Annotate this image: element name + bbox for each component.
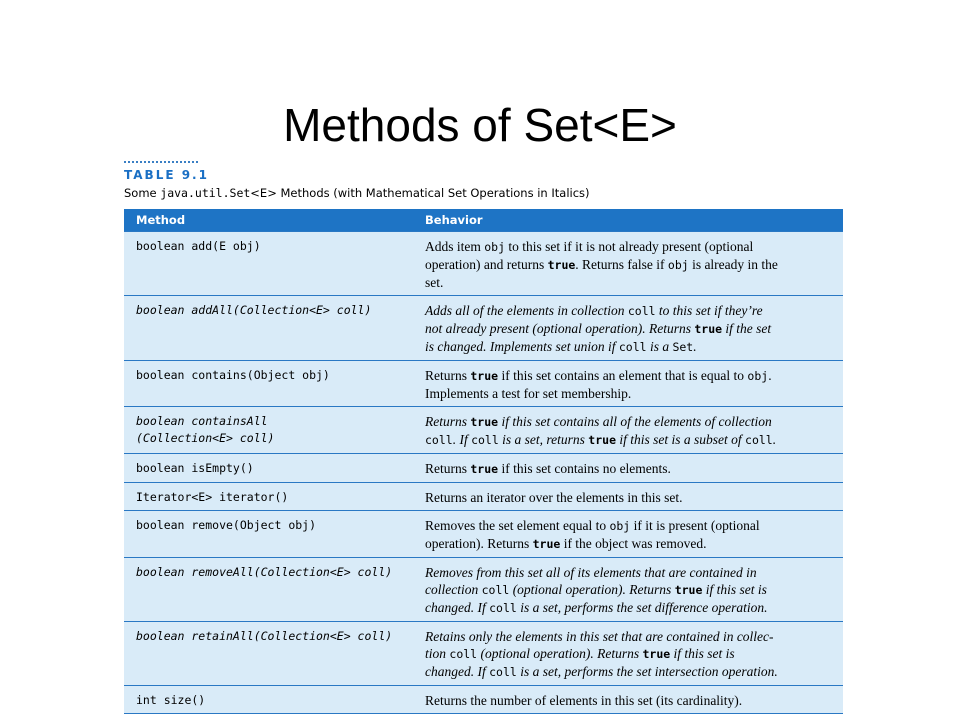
behavior-text: tion bbox=[425, 646, 450, 661]
behavior-text: to this set if they’re bbox=[655, 303, 763, 318]
method-behavior bbox=[421, 407, 843, 454]
behavior-text: if this set contains all of the elements of collection bbox=[498, 414, 772, 429]
code-term: true bbox=[588, 433, 616, 447]
behavior-text: changed. If bbox=[425, 600, 490, 615]
method-line: boolean addAll(Collection<E> coll) bbox=[136, 303, 372, 317]
method-signature bbox=[124, 622, 421, 686]
method-signature bbox=[124, 361, 421, 407]
behavior-text: Returns bbox=[425, 461, 471, 476]
behavior-text: Retains only the elements in this set that are contained in collec- bbox=[425, 629, 774, 644]
behavior-text: if it is present (optional bbox=[630, 518, 760, 533]
dotted-rule bbox=[124, 161, 198, 163]
method-signature bbox=[124, 407, 421, 454]
behavior-text: Removes from this set all of its elements that are contained in bbox=[425, 565, 757, 580]
table-row bbox=[124, 511, 843, 558]
behavior-line bbox=[425, 274, 835, 291]
behavior-line bbox=[425, 564, 835, 581]
method-signature bbox=[124, 511, 421, 558]
behavior-text: operation) and returns bbox=[425, 257, 548, 272]
behavior-line bbox=[425, 460, 835, 478]
table-row bbox=[124, 454, 843, 483]
behavior-text: is a set, returns bbox=[498, 432, 589, 447]
method-behavior bbox=[421, 232, 843, 296]
behavior-text: Adds all of the elements in collection bbox=[425, 303, 628, 318]
code-term: obj bbox=[747, 369, 769, 383]
behavior-text: . bbox=[693, 339, 697, 354]
behavior-text: to this set if it is not already present (optional bbox=[505, 239, 754, 254]
code-term: coll bbox=[449, 647, 478, 661]
behavior-text: Adds item bbox=[425, 239, 485, 254]
behavior-text: Implements a test for set membership. bbox=[425, 386, 632, 401]
method-line: boolean removeAll(Collection<E> coll) bbox=[136, 565, 393, 579]
behavior-text: if this set is a subset of bbox=[616, 432, 746, 447]
behavior-text: Removes the set element equal to bbox=[425, 518, 610, 533]
behavior-text: set. bbox=[425, 275, 444, 290]
table-body bbox=[124, 232, 843, 714]
behavior-text: is a set, performs the set intersection operation. bbox=[516, 664, 778, 679]
method-behavior bbox=[421, 454, 843, 483]
method-signature bbox=[124, 232, 421, 296]
caption-code: java.util.Set bbox=[160, 186, 251, 200]
behavior-text: if this set is bbox=[670, 646, 735, 661]
caption-suffix: <E> Methods (with Mathematical Set Operations in Italics) bbox=[250, 186, 590, 200]
table-row bbox=[124, 296, 843, 361]
behavior-line bbox=[425, 431, 835, 449]
behavior-text: (optional operation). Returns bbox=[509, 582, 675, 597]
code-term: coll bbox=[745, 433, 773, 447]
behavior-line bbox=[425, 302, 835, 320]
behavior-text: . bbox=[768, 368, 772, 383]
table-row bbox=[124, 686, 843, 714]
behavior-text: operation). Returns bbox=[425, 536, 533, 551]
caption-prefix: Some bbox=[124, 186, 161, 200]
method-line: Iterator<E> iterator() bbox=[136, 490, 289, 504]
method-behavior bbox=[421, 296, 843, 361]
behavior-text: not already present (optional operation). Returns bbox=[425, 321, 695, 336]
code-term: true bbox=[470, 415, 499, 429]
method-signature bbox=[124, 558, 421, 622]
method-behavior bbox=[421, 483, 843, 511]
behavior-text: Returns bbox=[425, 368, 471, 383]
table-row bbox=[124, 558, 843, 622]
behavior-line bbox=[425, 489, 835, 506]
method-line: boolean remove(Object obj) bbox=[136, 518, 317, 532]
page-title: Methods of Set<E> bbox=[283, 99, 677, 151]
behavior-line bbox=[425, 338, 835, 356]
code-term: coll bbox=[471, 433, 499, 447]
behavior-text: collection bbox=[425, 582, 482, 597]
code-term: coll bbox=[627, 304, 656, 318]
table-row bbox=[124, 361, 843, 407]
method-line: boolean isEmpty() bbox=[136, 461, 254, 475]
behavior-text: is a set, performs the set difference operation. bbox=[516, 600, 768, 615]
behavior-text: . If bbox=[452, 432, 472, 447]
code-term: true bbox=[470, 369, 499, 383]
table-row bbox=[124, 232, 843, 296]
method-behavior bbox=[421, 511, 843, 558]
behavior-line bbox=[425, 645, 835, 663]
code-term: obj bbox=[609, 519, 631, 533]
method-behavior bbox=[421, 686, 843, 714]
method-line: boolean retainAll(Collection<E> coll) bbox=[136, 629, 393, 643]
behavior-text: if this set contains an element that is equal to bbox=[498, 368, 748, 383]
method-line: int size() bbox=[136, 693, 206, 707]
table-row bbox=[124, 483, 843, 511]
behavior-line bbox=[425, 256, 835, 274]
code-term: coll bbox=[425, 433, 453, 447]
behavior-text: is already in the bbox=[688, 257, 778, 272]
behavior-text: is a bbox=[646, 339, 673, 354]
code-term: true bbox=[642, 647, 671, 661]
table-label: TABLE 9.1 bbox=[124, 168, 209, 182]
method-signature bbox=[124, 454, 421, 483]
behavior-text: is changed. Implements set union if bbox=[425, 339, 619, 354]
behavior-line bbox=[425, 238, 835, 256]
behavior-text: if the object was removed. bbox=[560, 536, 707, 551]
code-term: coll bbox=[489, 601, 517, 615]
behavior-text: if the set bbox=[722, 321, 772, 336]
behavior-line bbox=[425, 320, 835, 338]
behavior-text: Returns bbox=[425, 414, 471, 429]
code-term: true bbox=[470, 462, 499, 476]
code-term: obj bbox=[484, 240, 506, 254]
code-term: true bbox=[694, 322, 723, 336]
code-term: coll bbox=[481, 583, 510, 597]
behavior-line bbox=[425, 692, 835, 709]
behavior-line bbox=[425, 663, 835, 681]
behavior-line bbox=[425, 628, 835, 645]
code-term: true bbox=[532, 537, 561, 551]
table-row bbox=[124, 622, 843, 686]
method-line: boolean containsAll bbox=[136, 414, 268, 428]
behavior-line bbox=[425, 517, 835, 535]
table-row bbox=[124, 407, 843, 454]
method-signature bbox=[124, 483, 421, 511]
code-term: Set bbox=[672, 340, 694, 354]
behavior-text: Returns the number of elements in this set (its cardinality). bbox=[425, 693, 743, 708]
behavior-text: if this set contains no elements. bbox=[498, 461, 671, 476]
behavior-line bbox=[425, 581, 835, 599]
behavior-line bbox=[425, 367, 835, 385]
method-line: (Collection<E> coll) bbox=[136, 431, 275, 445]
behavior-line bbox=[425, 413, 835, 431]
methods-table bbox=[124, 209, 843, 714]
behavior-text: . Returns false if bbox=[575, 257, 668, 272]
behavior-text: changed. If bbox=[425, 664, 490, 679]
code-term: true bbox=[547, 258, 576, 272]
header-method: Method bbox=[124, 209, 421, 232]
header-behavior: Behavior bbox=[421, 209, 843, 232]
method-line: boolean add(E obj) bbox=[136, 239, 261, 253]
table-caption bbox=[124, 186, 590, 200]
code-term: true bbox=[674, 583, 703, 597]
method-behavior bbox=[421, 622, 843, 686]
method-signature bbox=[124, 686, 421, 714]
behavior-text: if this set is bbox=[702, 582, 767, 597]
behavior-text: Returns an iterator over the elements in this set. bbox=[425, 490, 683, 505]
method-line: boolean contains(Object obj) bbox=[136, 368, 330, 382]
code-term: obj bbox=[667, 258, 689, 272]
behavior-text: (optional operation). Returns bbox=[477, 646, 643, 661]
table-header-row bbox=[124, 209, 843, 232]
method-behavior bbox=[421, 558, 843, 622]
code-term: coll bbox=[618, 340, 647, 354]
behavior-line bbox=[425, 599, 835, 617]
behavior-line bbox=[425, 535, 835, 553]
code-term: coll bbox=[489, 665, 517, 679]
method-signature bbox=[124, 296, 421, 361]
method-behavior bbox=[421, 361, 843, 407]
behavior-text: . bbox=[772, 432, 777, 447]
behavior-line bbox=[425, 385, 835, 402]
